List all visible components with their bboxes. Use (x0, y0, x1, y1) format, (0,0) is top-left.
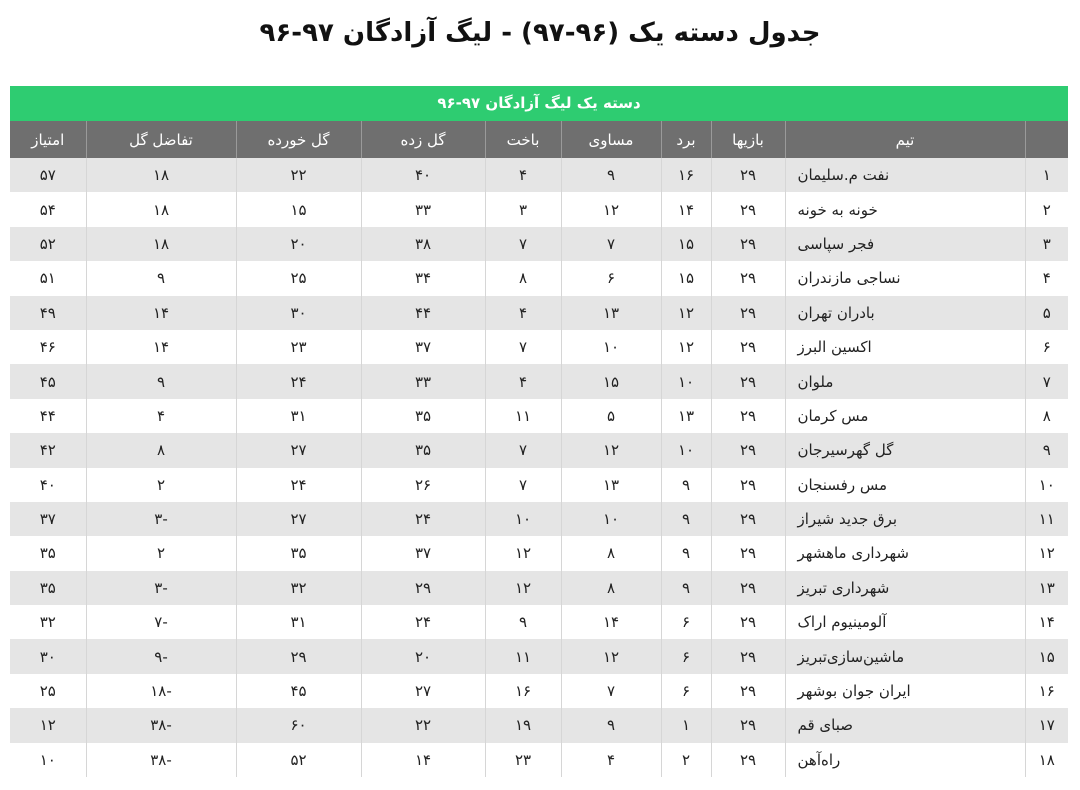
cell-drawn: ۹ (561, 158, 661, 192)
cell-goal-difference: ۹ (86, 364, 236, 398)
table-row (10, 433, 1068, 467)
table-row (10, 296, 1068, 330)
cell-lost: ۱۲ (485, 571, 561, 605)
cell-goal-difference: ۸ (86, 433, 236, 467)
cell-team: نفت م.سلیمان (785, 158, 1025, 192)
cell-lost: ۷ (485, 433, 561, 467)
cell-goals-for: ۳۷ (361, 330, 485, 364)
table-row (10, 674, 1068, 708)
cell-rank: ۱ (1025, 158, 1068, 192)
cell-goals-against: ۲۵ (236, 261, 361, 295)
cell-lost: ۱۹ (485, 708, 561, 742)
cell-points: ۴۹ (10, 296, 86, 330)
cell-goals-for: ۲۹ (361, 571, 485, 605)
cell-goals-for: ۳۵ (361, 399, 485, 433)
cell-played: ۲۹ (711, 227, 785, 261)
header-goals-for: گل زده (361, 121, 485, 158)
cell-drawn: ۱۴ (561, 605, 661, 639)
cell-rank: ۴ (1025, 261, 1068, 295)
table-row (10, 468, 1068, 502)
cell-won: ۱۶ (661, 158, 711, 192)
cell-lost: ۸ (485, 261, 561, 295)
cell-lost: ۱۱ (485, 639, 561, 673)
cell-goals-for: ۲۶ (361, 468, 485, 502)
standings-table (10, 121, 1068, 777)
cell-drawn: ۶ (561, 261, 661, 295)
cell-points: ۳۵ (10, 571, 86, 605)
table-row (10, 330, 1068, 364)
cell-goal-difference: ۲ (86, 468, 236, 502)
cell-played: ۲۹ (711, 536, 785, 570)
cell-goals-against: ۲۷ (236, 502, 361, 536)
cell-goal-difference: ۲ (86, 536, 236, 570)
cell-won: ۶ (661, 639, 711, 673)
cell-team: آلومینیوم اراک (785, 605, 1025, 639)
cell-won: ۱۰ (661, 364, 711, 398)
cell-lost: ۱۰ (485, 502, 561, 536)
cell-goals-against: ۲۲ (236, 158, 361, 192)
cell-goal-difference: ۱۴ (86, 296, 236, 330)
cell-goals-against: ۳۱ (236, 605, 361, 639)
cell-goal-difference: ۱۸ (86, 227, 236, 261)
cell-team: راه‌آهن (785, 743, 1025, 777)
cell-drawn: ۷ (561, 227, 661, 261)
cell-won: ۶ (661, 674, 711, 708)
cell-rank: ۱۶ (1025, 674, 1068, 708)
table-row (10, 502, 1068, 536)
cell-goals-for: ۲۷ (361, 674, 485, 708)
cell-played: ۲۹ (711, 571, 785, 605)
cell-rank: ۱۴ (1025, 605, 1068, 639)
cell-points: ۴۵ (10, 364, 86, 398)
cell-played: ۲۹ (711, 468, 785, 502)
table-row (10, 192, 1068, 226)
table-row (10, 571, 1068, 605)
page-title: جدول دسته یک (۹۶-۹۷) - لیگ آزادگان ۹۷-۹۶ (259, 18, 821, 48)
cell-goals-against: ۳۱ (236, 399, 361, 433)
cell-points: ۵۴ (10, 192, 86, 226)
cell-won: ۹ (661, 468, 711, 502)
cell-goals-for: ۳۷ (361, 536, 485, 570)
cell-played: ۲۹ (711, 296, 785, 330)
cell-drawn: ۱۰ (561, 502, 661, 536)
cell-goals-against: ۲۷ (236, 433, 361, 467)
cell-goals-for: ۳۵ (361, 433, 485, 467)
cell-team: نساجی مازندران (785, 261, 1025, 295)
cell-points: ۵۷ (10, 158, 86, 192)
table-header-row (10, 121, 1068, 158)
cell-rank: ۱۳ (1025, 571, 1068, 605)
cell-lost: ۲۳ (485, 743, 561, 777)
cell-goals-for: ۱۴ (361, 743, 485, 777)
cell-goals-against: ۵۲ (236, 743, 361, 777)
header-won: برد (661, 121, 711, 158)
cell-rank: ۱۷ (1025, 708, 1068, 742)
cell-goals-against: ۲۰ (236, 227, 361, 261)
cell-lost: ۹ (485, 605, 561, 639)
cell-lost: ۷ (485, 330, 561, 364)
cell-played: ۲۹ (711, 639, 785, 673)
cell-lost: ۱۲ (485, 536, 561, 570)
cell-points: ۳۲ (10, 605, 86, 639)
cell-goal-difference: ۱۸ (86, 192, 236, 226)
cell-team: مس رفسنجان (785, 468, 1025, 502)
cell-team: اکسین البرز (785, 330, 1025, 364)
cell-points: ۳۷ (10, 502, 86, 536)
cell-drawn: ۷ (561, 674, 661, 708)
table-row (10, 227, 1068, 261)
cell-goals-for: ۳۳ (361, 364, 485, 398)
cell-lost: ۴ (485, 296, 561, 330)
cell-goals-for: ۳۳ (361, 192, 485, 226)
cell-lost: ۴ (485, 158, 561, 192)
cell-rank: ۹ (1025, 433, 1068, 467)
cell-played: ۲۹ (711, 605, 785, 639)
cell-lost: ۳ (485, 192, 561, 226)
cell-won: ۱۰ (661, 433, 711, 467)
cell-played: ۲۹ (711, 708, 785, 742)
cell-rank: ۳ (1025, 227, 1068, 261)
cell-won: ۱۵ (661, 227, 711, 261)
cell-goal-difference: ۹ (86, 261, 236, 295)
cell-points: ۴۲ (10, 433, 86, 467)
cell-played: ۲۹ (711, 433, 785, 467)
cell-drawn: ۴ (561, 743, 661, 777)
cell-goals-against: ۳۰ (236, 296, 361, 330)
header-goal-difference: تفاضل گل (86, 121, 236, 158)
table-row (10, 639, 1068, 673)
cell-drawn: ۵ (561, 399, 661, 433)
cell-played: ۲۹ (711, 364, 785, 398)
cell-goals-for: ۲۰ (361, 639, 485, 673)
header-played: بازیها (711, 121, 785, 158)
table-body (10, 158, 1068, 777)
cell-won: ۹ (661, 536, 711, 570)
cell-drawn: ۱۳ (561, 296, 661, 330)
cell-played: ۲۹ (711, 192, 785, 226)
cell-drawn: ۱۰ (561, 330, 661, 364)
cell-points: ۴۴ (10, 399, 86, 433)
cell-drawn: ۱۲ (561, 639, 661, 673)
cell-goal-difference: -۳۸ (86, 708, 236, 742)
cell-goals-for: ۲۲ (361, 708, 485, 742)
cell-won: ۱۵ (661, 261, 711, 295)
cell-points: ۴۶ (10, 330, 86, 364)
cell-won: ۱۳ (661, 399, 711, 433)
cell-points: ۲۵ (10, 674, 86, 708)
cell-lost: ۴ (485, 364, 561, 398)
cell-goal-difference: -۳ (86, 571, 236, 605)
table-row (10, 605, 1068, 639)
cell-rank: ۱۰ (1025, 468, 1068, 502)
cell-points: ۵۲ (10, 227, 86, 261)
cell-goal-difference: -۱۸ (86, 674, 236, 708)
cell-rank: ۱۲ (1025, 536, 1068, 570)
cell-goals-against: ۲۳ (236, 330, 361, 364)
cell-points: ۳۵ (10, 536, 86, 570)
cell-goals-for: ۳۴ (361, 261, 485, 295)
cell-goals-against: ۴۵ (236, 674, 361, 708)
cell-goals-for: ۳۸ (361, 227, 485, 261)
cell-won: ۱ (661, 708, 711, 742)
cell-played: ۲۹ (711, 674, 785, 708)
cell-goal-difference: ۴ (86, 399, 236, 433)
table-row (10, 708, 1068, 742)
cell-rank: ۱۸ (1025, 743, 1068, 777)
table-row (10, 536, 1068, 570)
cell-goals-against: ۲۴ (236, 468, 361, 502)
cell-rank: ۱۱ (1025, 502, 1068, 536)
header-points: امتیاز (10, 121, 86, 158)
cell-drawn: ۱۲ (561, 433, 661, 467)
table-row (10, 399, 1068, 433)
cell-points: ۱۲ (10, 708, 86, 742)
cell-drawn: ۱۲ (561, 192, 661, 226)
cell-goals-against: ۱۵ (236, 192, 361, 226)
cell-played: ۲۹ (711, 330, 785, 364)
cell-played: ۲۹ (711, 261, 785, 295)
cell-points: ۳۰ (10, 639, 86, 673)
cell-won: ۲ (661, 743, 711, 777)
cell-won: ۱۲ (661, 296, 711, 330)
header-drawn: مساوی (561, 121, 661, 158)
table-row (10, 158, 1068, 192)
cell-rank: ۱۵ (1025, 639, 1068, 673)
cell-team: ملوان (785, 364, 1025, 398)
table-caption: دسته یک لیگ آزادگان ۹۷-۹۶ (10, 86, 1068, 121)
cell-team: شهرداری تبریز (785, 571, 1025, 605)
cell-goals-against: ۶۰ (236, 708, 361, 742)
cell-won: ۹ (661, 502, 711, 536)
cell-drawn: ۹ (561, 708, 661, 742)
cell-goal-difference: -۳۸ (86, 743, 236, 777)
cell-lost: ۱۱ (485, 399, 561, 433)
cell-won: ۹ (661, 571, 711, 605)
cell-points: ۱۰ (10, 743, 86, 777)
cell-goals-for: ۲۴ (361, 605, 485, 639)
cell-rank: ۵ (1025, 296, 1068, 330)
cell-team: صبای قم (785, 708, 1025, 742)
cell-rank: ۷ (1025, 364, 1068, 398)
cell-played: ۲۹ (711, 502, 785, 536)
cell-lost: ۱۶ (485, 674, 561, 708)
cell-team: خونه به خونه (785, 192, 1025, 226)
cell-drawn: ۸ (561, 536, 661, 570)
header-team: تیم (785, 121, 1025, 158)
cell-rank: ۶ (1025, 330, 1068, 364)
cell-played: ۲۹ (711, 158, 785, 192)
cell-points: ۵۱ (10, 261, 86, 295)
cell-drawn: ۱۳ (561, 468, 661, 502)
cell-team: برق جدید شیراز (785, 502, 1025, 536)
cell-team: بادران تهران (785, 296, 1025, 330)
cell-played: ۲۹ (711, 399, 785, 433)
cell-won: ۱۴ (661, 192, 711, 226)
cell-goal-difference: -۳ (86, 502, 236, 536)
cell-goals-against: ۲۴ (236, 364, 361, 398)
cell-goals-for: ۲۴ (361, 502, 485, 536)
cell-drawn: ۸ (561, 571, 661, 605)
cell-won: ۶ (661, 605, 711, 639)
cell-played: ۲۹ (711, 743, 785, 777)
cell-won: ۱۲ (661, 330, 711, 364)
standings-table-container (10, 86, 1068, 777)
table-row (10, 743, 1068, 777)
cell-team: گل گهرسیرجان (785, 433, 1025, 467)
cell-team: مس کرمان (785, 399, 1025, 433)
cell-goals-against: ۳۵ (236, 536, 361, 570)
cell-team: ایران جوان بوشهر (785, 674, 1025, 708)
cell-points: ۴۰ (10, 468, 86, 502)
header-rank (1025, 121, 1068, 158)
cell-drawn: ۱۵ (561, 364, 661, 398)
header-goals-against: گل خورده (236, 121, 361, 158)
cell-goals-for: ۴۰ (361, 158, 485, 192)
header-lost: باخت (485, 121, 561, 158)
cell-team: فجر سپاسی (785, 227, 1025, 261)
cell-lost: ۷ (485, 468, 561, 502)
cell-rank: ۸ (1025, 399, 1068, 433)
cell-team: ماشین‌سازی‌تبریز (785, 639, 1025, 673)
table-row (10, 364, 1068, 398)
cell-team: شهرداری ماهشهر (785, 536, 1025, 570)
table-row (10, 261, 1068, 295)
cell-goal-difference: ۱۴ (86, 330, 236, 364)
cell-goals-against: ۲۹ (236, 639, 361, 673)
cell-lost: ۷ (485, 227, 561, 261)
cell-rank: ۲ (1025, 192, 1068, 226)
cell-goals-for: ۴۴ (361, 296, 485, 330)
cell-goal-difference: -۹ (86, 639, 236, 673)
cell-goals-against: ۳۲ (236, 571, 361, 605)
cell-goal-difference: -۷ (86, 605, 236, 639)
cell-goal-difference: ۱۸ (86, 158, 236, 192)
